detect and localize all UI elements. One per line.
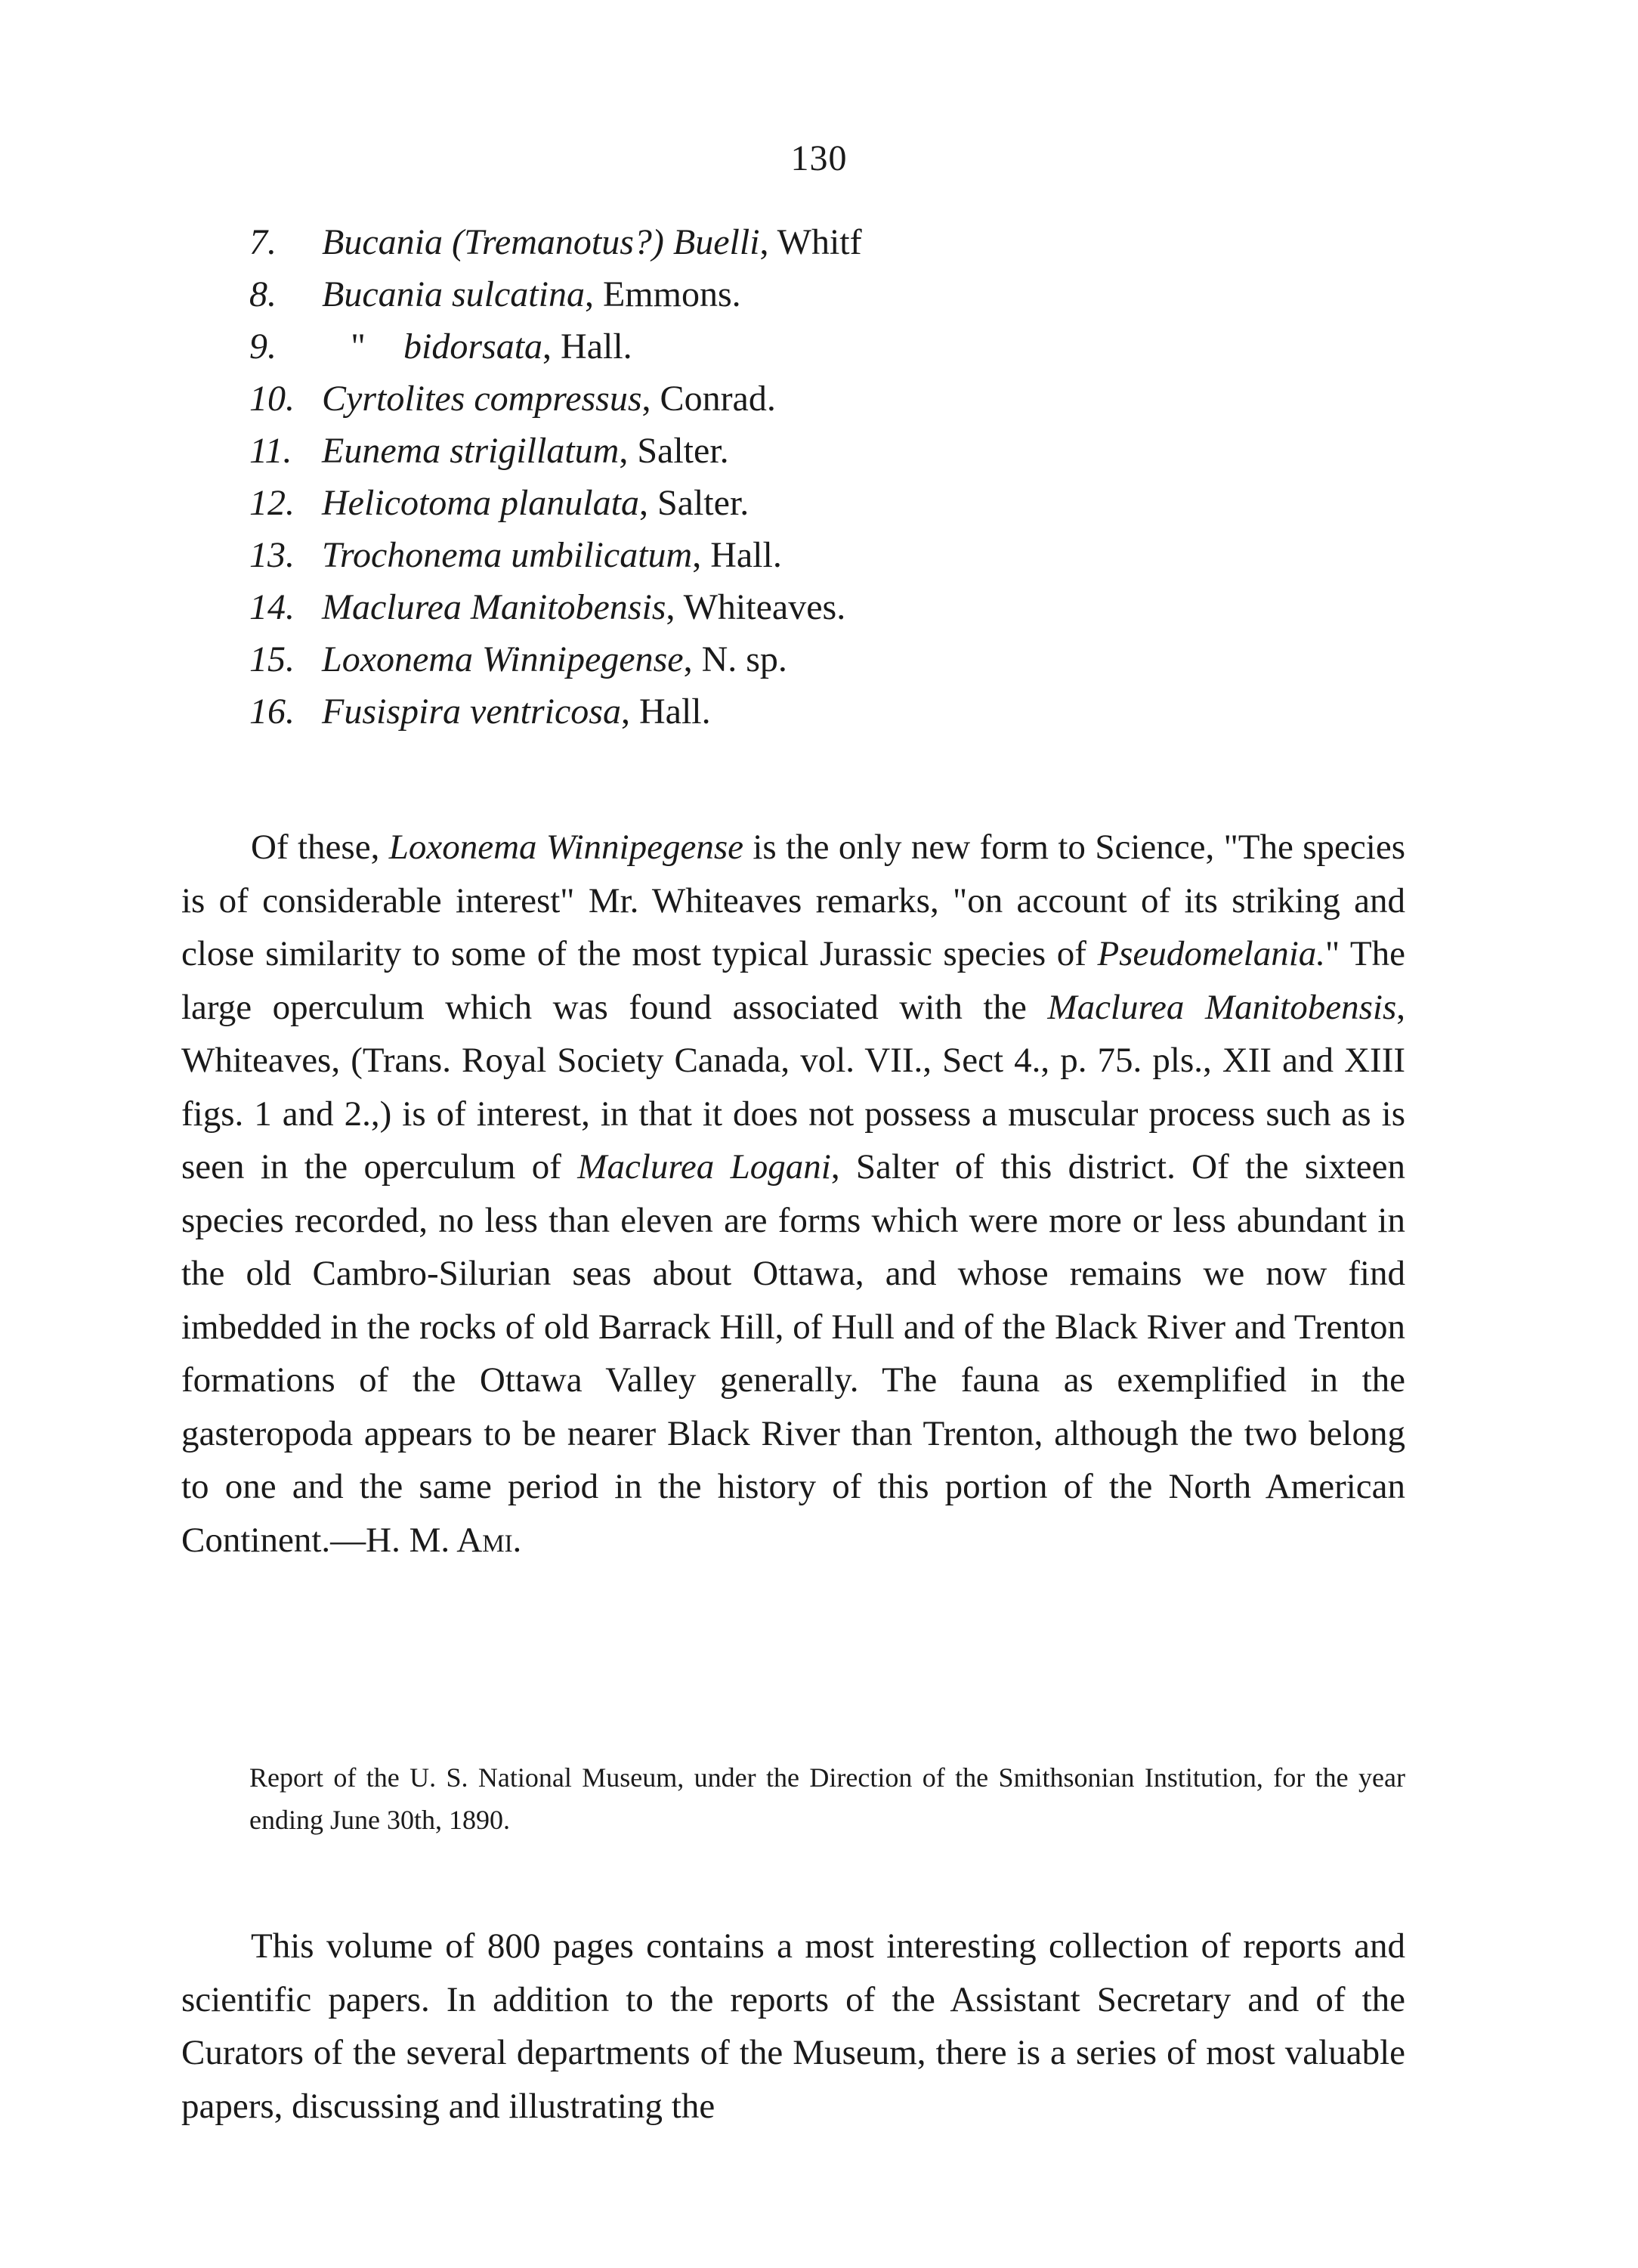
author-name: Whitf <box>777 222 862 262</box>
list-item: 7. Bucania (Tremanotus?) Buelli, Whitf <box>249 216 1458 268</box>
list-item: 9. " bidorsata, Hall. <box>249 320 1458 373</box>
ditto-mark: " <box>351 326 366 367</box>
author-name: Salter. <box>637 431 729 471</box>
species-name: sulcatina <box>451 274 585 314</box>
genus-name: Maclurea <box>322 587 462 627</box>
species-name: ventricosa <box>470 692 621 732</box>
paragraph-text: " The large operculum which was found associated with the <box>181 934 1405 1027</box>
item-number: 12. <box>249 483 295 523</box>
page-number: 130 <box>790 138 848 178</box>
body-paragraph-species-discussion <box>181 821 1405 1567</box>
genus-name: Pseudomelania. <box>1097 934 1325 973</box>
genus-name: Loxonema <box>322 639 473 679</box>
list-item: 10. Cyrtolites compressus, Conrad. <box>249 373 1458 425</box>
author-name: Hall. <box>638 692 711 732</box>
item-number: 15. <box>249 639 295 679</box>
list-item: 14. Maclurea Manitobensis, Whiteaves. <box>249 581 1458 633</box>
author-name: N. sp. <box>701 639 787 679</box>
list-item: 11. Eunema strigillatum, Salter. <box>249 425 1458 477</box>
genus-name: Bucania <box>322 274 443 314</box>
item-number: 8. <box>249 274 277 314</box>
item-number: 16. <box>249 692 295 732</box>
list-item: 16. Fusispira ventricosa, Hall. <box>249 685 1458 738</box>
item-number: 10. <box>249 379 295 419</box>
species-name: strigillatum <box>450 431 620 471</box>
item-number: 14. <box>249 587 295 627</box>
list-item: 15. Loxonema Winnipegense, N. sp. <box>249 633 1458 685</box>
species-name: umbilicatum <box>511 535 693 575</box>
review-heading: Report of the U. S. National Museum, under the Direction of the Smithsonian Institution, for the year ending June 30th, 1890. <box>249 1762 1405 1835</box>
author-signature: H. M. Ami. <box>366 1520 522 1560</box>
species-name: Loxonema Winnipegense <box>388 828 743 867</box>
author-name: Hall. <box>561 326 632 367</box>
body-paragraph-review: This volume of 800 pages contains a most interesting collection of reports and scientific papers. In addition to the reports of the Assistant Secretary and of the Curators of the several departments of the Museum, there is a series of most valuable papers, discussing and illustrating the <box>181 1926 1405 2126</box>
species-list <box>249 216 1458 738</box>
item-number: 9. <box>249 326 277 367</box>
species-name: bidorsata <box>403 326 543 367</box>
list-item: 8. Bucania sulcatina, Emmons. <box>249 268 1458 320</box>
list-item: 12. Helicotoma planulata, Salter. <box>249 477 1458 529</box>
item-number: 11. <box>249 431 292 471</box>
genus-name: Fusispira <box>322 692 462 732</box>
paragraph-text: Of these, <box>251 828 389 867</box>
species-name: Winnipegense <box>481 639 684 679</box>
paragraph-text: , Whiteaves, (Trans. Royal Society Canada, vol. VII., Sect 4., p. 75. pls., XII and XIII figs. 1 and 2.,) is of interest, in that it does not possess a muscular process such as is seen in the operculum of <box>181 987 1405 1187</box>
species-name: Maclurea Manitobensis <box>1047 987 1397 1027</box>
author-name: Emmons. <box>602 274 741 314</box>
author-name: Salter. <box>657 483 749 523</box>
paragraph-text: is the only new form to Science, "The species is of considerable interest" Mr. Whiteaves remarks, "on account of its striking and close similarity to some of the most typical Jurassic species of <box>181 828 1405 973</box>
list-item: 13. Trochonema umbilicatum, Hall. <box>249 529 1458 581</box>
genus-name: Trochonema <box>322 535 502 575</box>
species-name: planulata <box>499 483 639 523</box>
species-name: Maclurea Logani <box>577 1147 831 1187</box>
author-name: Conrad. <box>660 379 776 419</box>
species-name: compressus <box>474 379 642 419</box>
species-name: (Tremanotus?) Buelli <box>451 222 760 262</box>
genus-name: Cyrtolites <box>322 379 465 419</box>
paragraph-text: , Salter of this district. Of the sixteen species recorded, no less than eleven are forms which were more or less abundant in the old Cambro-Silurian seas about Ottawa, and whose remains we now find imbedded in the rocks of old Barrack Hill, of Hull and of the Black River and Trenton formations of the Ottawa Valley generally. The fauna as exemplified in the gasteropoda appears to be nearer Black River than Trenton, although the two belong to one and the same period in the history of this portion of the North American Continent.— <box>181 1147 1405 1560</box>
genus-name: Eunema <box>322 431 441 471</box>
item-number: 13. <box>249 535 295 575</box>
item-number: 7. <box>249 222 277 262</box>
genus-name: Helicotoma <box>322 483 491 523</box>
genus-name: Bucania <box>322 222 443 262</box>
species-name: Manitobensis <box>470 587 666 627</box>
author-name: Whiteaves. <box>683 587 846 627</box>
author-name: Hall. <box>710 535 782 575</box>
